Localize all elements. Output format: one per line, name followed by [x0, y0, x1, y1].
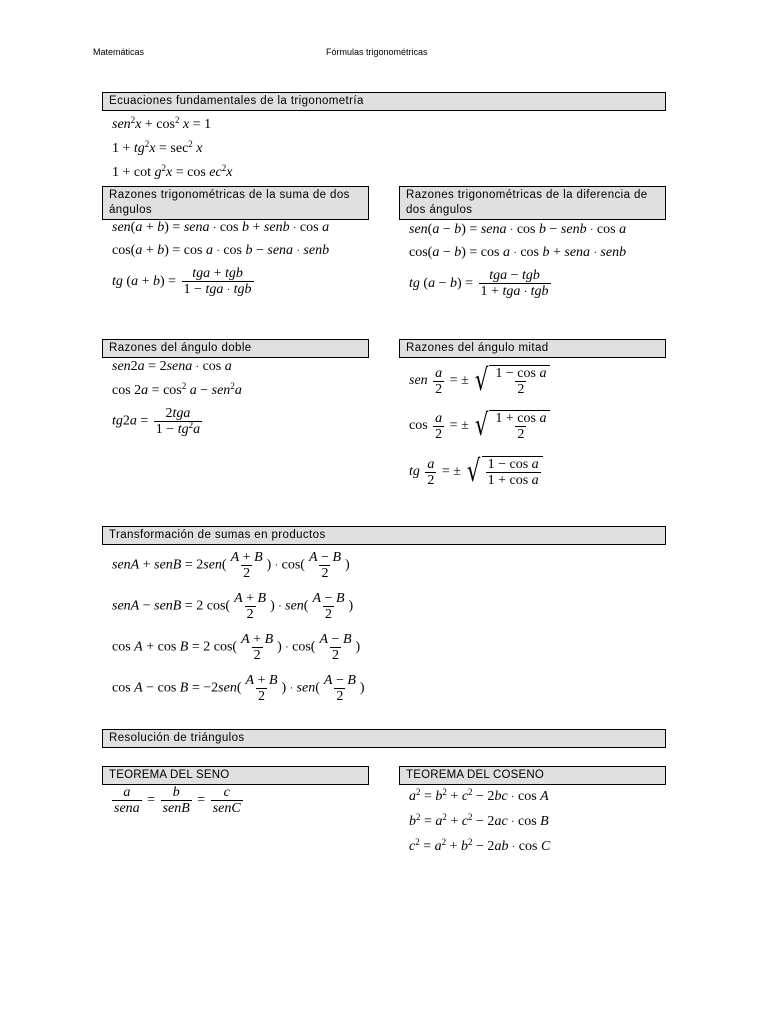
- header-title: Fórmulas trigonométricas: [326, 47, 428, 57]
- section-diferencia: Razones trigonométricas de la diferencia de dos ángulos: [399, 186, 666, 220]
- section-coseno: TEOREMA DEL COSENO: [399, 766, 666, 785]
- formula-trans2: senA − senB = 2 cos( $\frac{A + B}{2}$ ) · sen( $\frac{A - B}{2}$ ): [112, 591, 354, 622]
- formula-doble-tg: tg2a = $\frac{\text{2tga}}{1 - tg^2a}$: [112, 406, 201, 437]
- formula-trans1: senA + senB = 2sen( $\frac{A + B}{2}$ ) · cos( $\frac{A - B}{2}$ ): [112, 550, 350, 581]
- formula-mitad-cos: cos $\frac{a}{2}$ = ± √ $\frac{\text{1 + cos a}}{2}$: [409, 410, 550, 442]
- formula-trans3: cos A + cos B = 2 cos( $\frac{A + B}{2}$ ) · cos( $\frac{A - B}{2}$ ): [112, 632, 361, 663]
- formula-doble-cos: $\cos 2a = \cos^2 a - sen^2a$: [112, 381, 242, 398]
- formula-cos1: $a^2 = b^2 + c^2 - 2bc \cdot \cos A$: [409, 787, 549, 804]
- formula-trans4: cos A − cos B = −2sen( $\frac{A + B}{2}$ ) · sen( $\frac{A - B}{2}$ ): [112, 673, 365, 704]
- formula-fund3: $1 + \cot g^2x = \cos ec^2x$: [112, 163, 233, 180]
- formula-suma-tg: tg (a + b) = $\frac{\text{tga + tgb}}{\text{1 − tga · tgb}}$: [112, 266, 252, 297]
- header-subject: Matemáticas: [93, 47, 145, 57]
- section-transformacion: Transformación de sumas en productos: [102, 526, 666, 545]
- formula-cos3: $c^2 = a^2 + b^2 - 2ab \cdot \cos C$: [409, 837, 551, 854]
- section-doble: Razones del ángulo doble: [102, 339, 369, 358]
- formula-mitad-tg: tg $\frac{a}{2}$ = ± √ $\frac{\text{1 − cos a}}{\text{1 + cos a}}$: [409, 456, 543, 488]
- formula-cos2: $b^2 = a^2 + c^2 - 2ac \cdot \cos B$: [409, 812, 549, 829]
- section-seno: TEOREMA DEL SENO: [102, 766, 369, 785]
- section-suma: Razones trigonométricas de la suma de dos ángulos: [102, 186, 369, 220]
- formula-dif-sen: sen(a − b) = sena · cos b − senb · cos a: [409, 222, 627, 237]
- section-mitad: Razones del ángulo mitad: [399, 339, 666, 358]
- formula-suma-sen: sen(a + b) = sena · cos b + senb · cos a: [112, 220, 330, 235]
- formula-suma-cos: cos(a + b) = cos a · cos b − sena · senb: [112, 243, 330, 258]
- section-fundamentales: Ecuaciones fundamentales de la trigonometría: [102, 92, 666, 111]
- formula-fund1: $sen^2x + \cos^2 x = 1$: [112, 115, 212, 132]
- formula-seno: $\frac{a}{\text{sena}}$ = $\frac{b}{\text{senB}}$ = $\frac{c}{\text{senC}}$: [114, 785, 241, 816]
- section-resolucion: Resolución de triángulos: [102, 729, 666, 748]
- formula-fund2: $1 + tg^2x = \sec^2 x$: [112, 139, 203, 156]
- formula-mitad-sen: sen $\frac{a}{2}$ = ± √ $\frac{\text{1 − cos a}}{2}$: [409, 365, 550, 397]
- formula-dif-cos: cos(a − b) = cos a · cos b + sena · senb: [409, 245, 627, 260]
- formula-doble-sen: sen2a = 2sena · cos a: [112, 359, 232, 374]
- formula-dif-tg: tg (a − b) = $\frac{\text{tga − tgb}}{\text{1 + tga · tgb}}$: [409, 268, 549, 299]
